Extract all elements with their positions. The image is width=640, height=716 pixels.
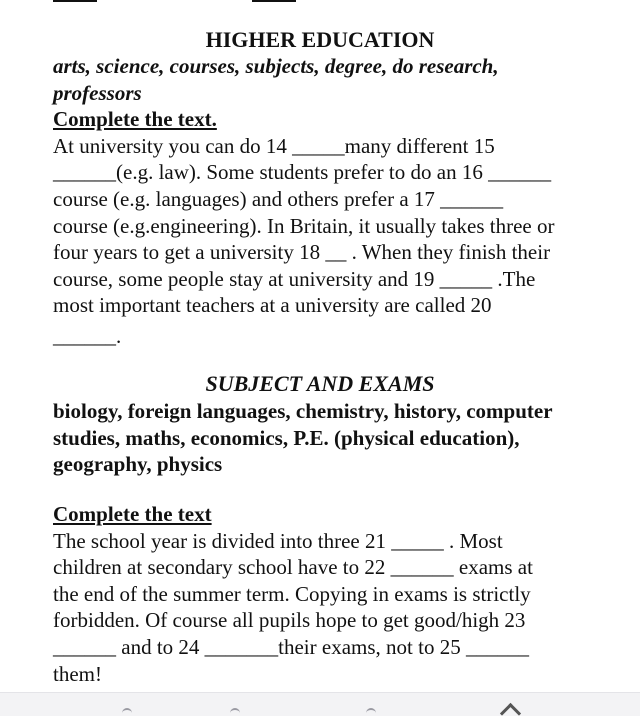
text-line: ______(e.g. law). Some students prefer to do an 16 ______ bbox=[53, 160, 552, 185]
wordbank-line: professors bbox=[53, 80, 142, 105]
toolbar-handle-icon bbox=[366, 708, 376, 714]
text-line: ______ and to 24 _______their exams, not to 25 ______ bbox=[53, 634, 529, 659]
top-answer-line bbox=[53, 0, 97, 2]
instruction-complete-text: Complete the text bbox=[53, 502, 212, 526]
text-line: course, some people stay at university and 19 _____ .The bbox=[53, 266, 536, 291]
section-title-subject-and-exams: SUBJECT AND EXAMS bbox=[205, 371, 435, 396]
wordbank-line: geography, physics bbox=[53, 452, 223, 477]
wordbank-subjects bbox=[53, 398, 613, 478]
text-line: course (e.g.engineering). In Britain, it usually takes three or bbox=[53, 213, 555, 238]
exercise-subjects-text bbox=[53, 501, 613, 687]
text-line: At university you can do 14 _____many different 15 bbox=[53, 133, 495, 158]
top-answer-line bbox=[252, 0, 296, 2]
bottom-toolbar bbox=[0, 692, 640, 716]
wordbank-line: arts, science, courses, subjects, degree, do research, bbox=[53, 54, 499, 78]
text-line: them! bbox=[53, 661, 102, 686]
text-line: children at secondary school have to 22 ______ exams at bbox=[53, 555, 533, 580]
text-line: forbidden. Of course all pupils hope to get good/high 23 bbox=[53, 608, 526, 633]
toolbar-handle-icon bbox=[122, 708, 132, 714]
toolbar-handle-icon bbox=[230, 708, 240, 714]
instruction-complete-text: Complete the text. bbox=[53, 107, 217, 132]
wordbank-line: studies, maths, economics, P.E. (physical education), bbox=[53, 425, 520, 450]
text-line: the end of the summer term. Copying in exams is strictly bbox=[53, 581, 531, 606]
text-line: most important teachers at a university are called 20 bbox=[53, 293, 492, 318]
wordbank-higher-education bbox=[53, 53, 613, 319]
text-line-answer-20 bbox=[53, 323, 613, 350]
text-line: four years to get a university 18 __ . When they finish their bbox=[53, 240, 551, 265]
wordbank-line: biology, foreign languages, chemistry, history, computer bbox=[53, 399, 553, 423]
section-title-higher-education: HIGHER EDUCATION bbox=[205, 27, 435, 52]
text-line: The school year is divided into three 21 _____ . Most bbox=[53, 528, 503, 553]
text-line: course (e.g. languages) and others prefer a 17 ______ bbox=[53, 186, 504, 211]
text-line: ______. bbox=[53, 324, 122, 348]
